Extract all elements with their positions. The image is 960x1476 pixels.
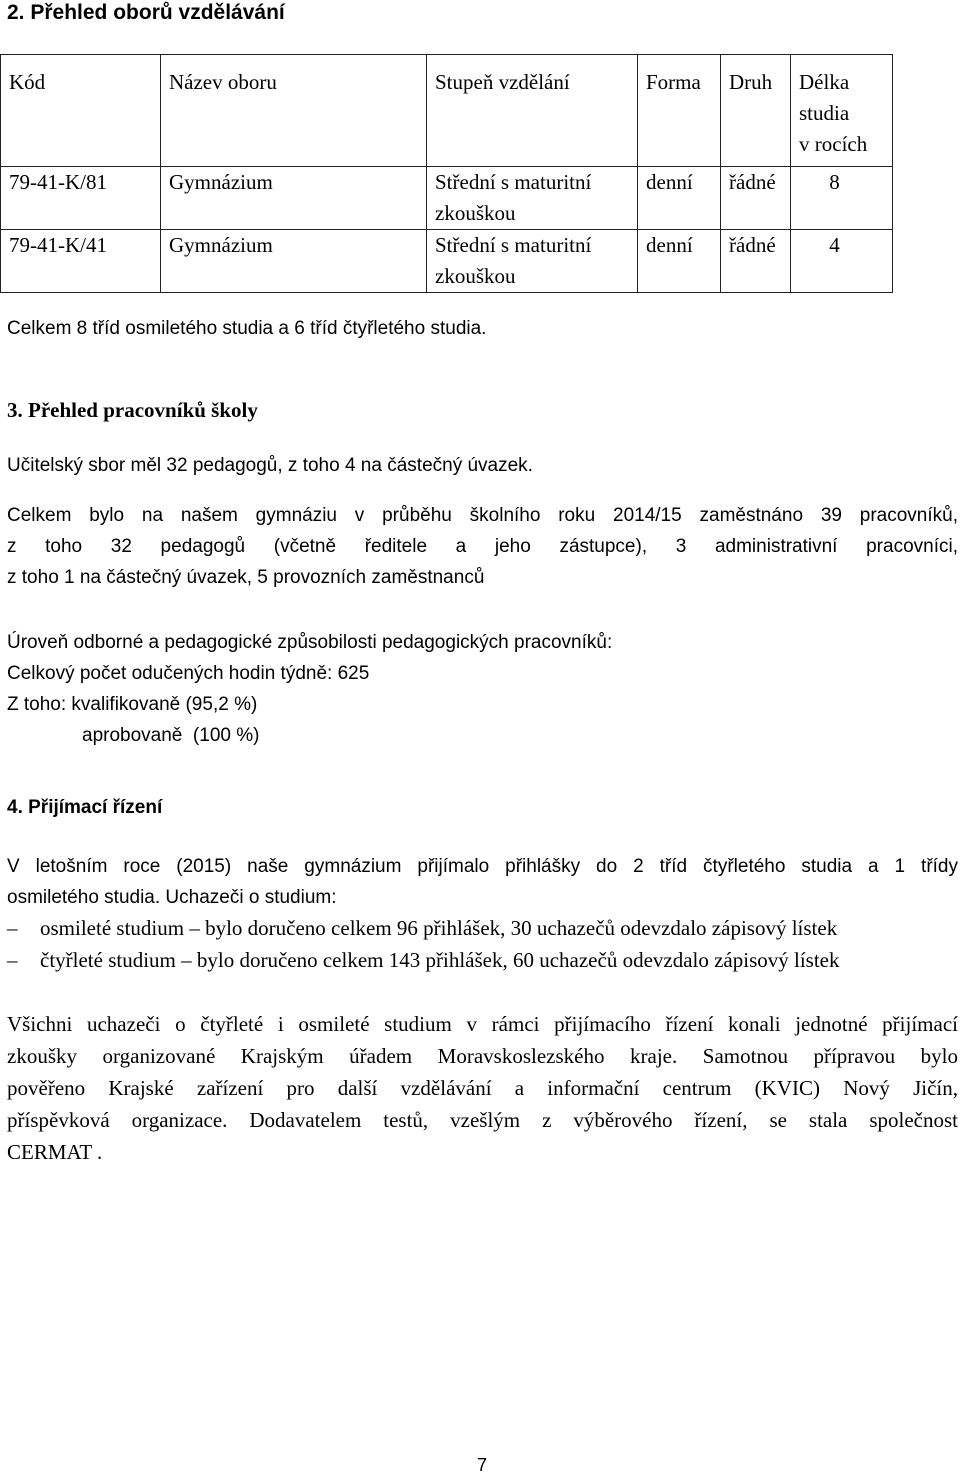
dash-bullet: – [7, 948, 18, 972]
staff-summary: Učitelský sbor měl 32 pedagogů, z toho 4 na částečný úvazek. [7, 455, 533, 476]
table-row [1, 167, 893, 230]
paragraph-line: z toho 32 pedagogů (včetně ředitele a jeho zástupce), 3 administrativní pracovníci, [7, 536, 958, 557]
cell-nazev: Gymnázium [161, 167, 427, 230]
cell-nazev: Gymnázium [161, 230, 427, 293]
qualification-block [7, 627, 612, 751]
header-druh: Druh [721, 55, 791, 167]
qualification-line: Celkový počet odučených hodin týdně: 625 [7, 663, 370, 684]
header-nazev: Název oboru [161, 55, 427, 167]
cell-forma: denní [638, 167, 721, 230]
header-kod: Kód [1, 55, 161, 167]
list-item [7, 913, 958, 944]
page-number: 7 [477, 1455, 488, 1475]
paragraph-line: Celkem bylo na našem gymnáziu v průběhu školního roku 2014/15 zaměstnáno 39 pracovníků, [7, 505, 958, 526]
qualification-line: aprobovaně (100 %) [82, 725, 260, 746]
closing-line: CERMAT . [7, 1140, 103, 1164]
cell-delka: 4 [791, 230, 893, 293]
table-row [1, 230, 893, 293]
cell-stupen-line-1: Střední s maturitní [435, 170, 592, 194]
cell-delka: 8 [791, 167, 893, 230]
header-delka [791, 55, 893, 167]
closing-line: zkoušky organizované Krajským úřadem Moravskoslezského kraje. Samotnou přípravou bylo [7, 1044, 958, 1068]
dash-bullet: – [7, 916, 18, 940]
closing-line: příspěvková organizace. Dodavatelem testů, vzešlým z výběrového řízení, se stala společnost [7, 1108, 958, 1132]
cell-druh: řádné [721, 230, 791, 293]
cell-stupen-line-1: Střední s maturitní [435, 233, 592, 257]
section-2-heading: 2. Přehled oborů vzdělávání [7, 1, 285, 24]
header-delka-line-1: Délka [799, 70, 850, 94]
fields-table [0, 54, 893, 293]
paragraph-line: z toho 1 na částečný úvazek, 5 provozních zaměstnanců [7, 567, 485, 588]
staff-paragraph [7, 500, 958, 593]
cell-stupen [427, 167, 638, 230]
cell-druh: řádné [721, 167, 791, 230]
cell-kod: 79-41-K/81 [1, 167, 161, 230]
list-item [7, 945, 958, 976]
list-item-text: čtyřleté studium – bylo doručeno celkem 143 přihlášek, 60 uchazečů odevzdalo zápisový lístek [40, 948, 840, 972]
cell-stupen [427, 230, 638, 293]
closing-line: Všichni uchazeči o čtyřleté i osmileté studium v rámci přijímacího řízení konali jednotné přijímací [7, 1012, 958, 1036]
qualification-line: Z toho: kvalifikovaně (95,2 %) [7, 694, 258, 715]
closing-line: pověřeno Krajské zařízení pro další vzdělávání a informační centrum (KVIC) Nový Jičín, [7, 1076, 958, 1100]
header-forma: Forma [638, 55, 721, 167]
header-delka-line-2: studia [799, 101, 850, 125]
cell-stupen-line-2: zkouškou [435, 264, 516, 288]
classes-summary: Celkem 8 tříd osmiletého studia a 6 tříd čtyřletého studia. [7, 318, 487, 339]
intro-line: V letošním roce (2015) naše gymnázium přijímalo přihlášky do 2 tříd čtyřletého studia a 1 třídy [7, 856, 958, 877]
header-stupen: Stupeň vzdělání [427, 55, 638, 167]
table-header-row [1, 55, 893, 167]
list-item-text: osmileté studium – bylo doručeno celkem 96 přihlášek, 30 uchazečů odevzdalo zápisový lístek [40, 916, 838, 940]
cell-kod: 79-41-K/41 [1, 230, 161, 293]
cell-stupen-line-2: zkouškou [435, 201, 516, 225]
admission-intro [7, 851, 958, 913]
intro-line: osmiletého studia. Uchazeči o studium: [7, 887, 337, 908]
admission-closing [7, 1008, 958, 1168]
header-delka-line-3: v rocích [799, 132, 868, 156]
section-3-heading: 3. Přehled pracovníků školy [7, 398, 258, 422]
section-4-heading: 4. Přijímací řízení [7, 797, 163, 818]
cell-forma: denní [638, 230, 721, 293]
qualification-line: Úroveň odborné a pedagogické způsobilosti pedagogických pracovníků: [7, 632, 613, 653]
